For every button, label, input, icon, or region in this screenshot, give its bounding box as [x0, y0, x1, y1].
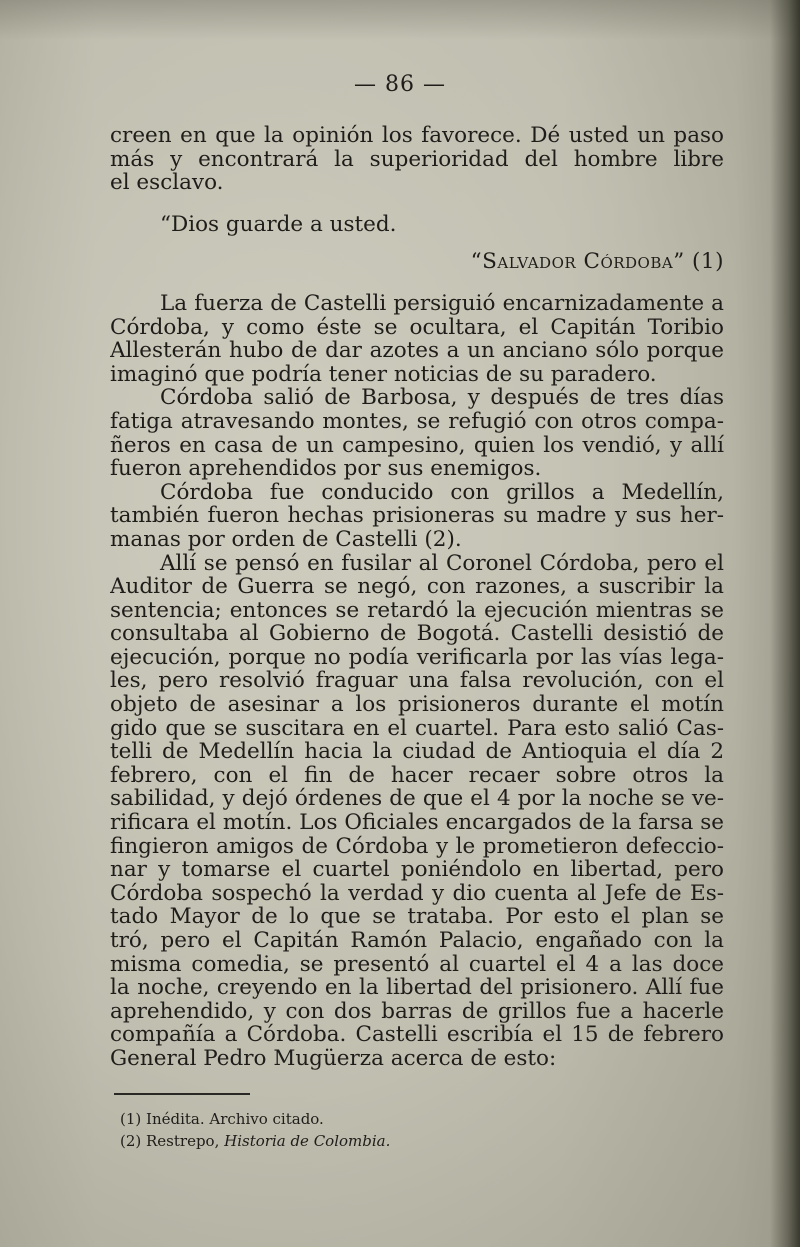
text-line: sentencia; entonces se retardó la ejecución mientras se — [110, 598, 724, 623]
text-line: General Pedro Mugüerza acerca de esto: — [110, 1045, 557, 1071]
text-line: gido que se suscitara en el cuartel. Para esto salió Cas- — [110, 716, 724, 741]
footnote-2 — [120, 1130, 390, 1152]
text-line: ñeros en casa de un campesino, quien los vendió, y allí — [110, 433, 724, 458]
text-line: tado Mayor de lo que se trataba. Por esto el plan se — [110, 905, 724, 929]
footnote-1: (1) Inédita. Archivo citado. — [120, 1110, 324, 1128]
text-line: imaginó que podría tener noticias de su paradero. — [110, 361, 657, 387]
footnote-2-text: (2) Restrepo, — [120, 1132, 225, 1150]
footnote-rule — [114, 1093, 250, 1095]
text-line: rificara el motín. Los Oficiales encargados de la farsa se — [110, 811, 724, 835]
page-edge-shadow — [770, 0, 800, 1247]
text-line: compañía a Córdoba. Castelli escribía el 15 de febrero — [110, 1023, 724, 1047]
footnote-2-title: Historia de Colombia. — [224, 1132, 391, 1150]
body-text — [110, 124, 724, 1071]
text-line: el esclavo. — [110, 170, 224, 196]
text-line: más y encontrará la superioridad del hombre libre — [110, 147, 724, 172]
page-top-shadow — [0, 0, 800, 40]
text-line: les, pero resolvió fraguar una falsa revolución, con el — [110, 669, 724, 694]
text-line: aprehendido, y con dos barras de grillos fue a hacerle — [110, 999, 724, 1024]
text-line: telli de Medellín hacia la ciudad de Antioquia el día 2 — [110, 740, 724, 764]
text-line: Auditor de Guerra se negó, con razones, a suscribir la — [110, 575, 724, 599]
letter-closing: “Dios guarde a usted. — [160, 211, 397, 237]
text-line: misma comedia, se presentó al cuartel el 4 a las doce — [110, 952, 724, 977]
text-line: La fuerza de Castelli persiguió encarnizadamente a — [160, 291, 724, 316]
text-line: Córdoba fue conducido con grillos a Medellín, — [160, 480, 724, 505]
text-line: nar y tomarse el cuartel poniéndolo en libertad, pero — [110, 858, 724, 882]
text-line: objeto de asesinar a los prisioneros durante el motín — [110, 693, 724, 717]
text-line: consultaba al Gobierno de Bogotá. Castelli desistió de — [110, 622, 724, 646]
text-line: tró, pero el Capitán Ramón Palacio, engañado con la — [110, 929, 724, 953]
text-line: fueron aprehendidos por sus enemigos. — [110, 456, 542, 482]
text-line: también fueron hechas prisioneras su madre y sus her- — [110, 504, 724, 528]
text-line: febrero, con el fin de hacer recaer sobre otros la — [110, 763, 724, 788]
text-line: Allesterán hubo de dar azotes a un anciano sólo porque — [110, 339, 724, 363]
text-line: Córdoba, y como éste se ocultara, el Capitán Toribio — [110, 315, 724, 340]
text-line: manas por orden de Castelli (2). — [110, 526, 462, 552]
footnotes — [120, 1108, 390, 1152]
text-line: Córdoba sospechó la verdad y dio cuenta al Jefe de Es- — [110, 881, 724, 906]
text-line: sabilidad, y dejó órdenes de que el 4 por la noche se ve- — [110, 787, 724, 812]
text-line: la noche, creyendo en la libertad del prisionero. Allí fue — [110, 976, 724, 1000]
text-line: fingieron amigos de Córdoba y le prometieron defeccio- — [110, 834, 724, 859]
letter-signature: “Salvador Córdoba” (1) — [470, 249, 724, 275]
text-line: Córdoba salió de Barbosa, y después de tres días — [160, 386, 724, 410]
page-number: — 86 — — [354, 72, 446, 97]
text-line: ejecución, porque no podía verificarla por las vías lega- — [110, 645, 724, 670]
text-line: Allí se pensó en fusilar al Coronel Córdoba, pero el — [160, 551, 724, 576]
text-line: fatiga atravesando montes, se refugió con otros compa- — [110, 409, 724, 434]
text-line: creen en que la opinión los favorece. Dé usted un paso — [110, 124, 724, 148]
